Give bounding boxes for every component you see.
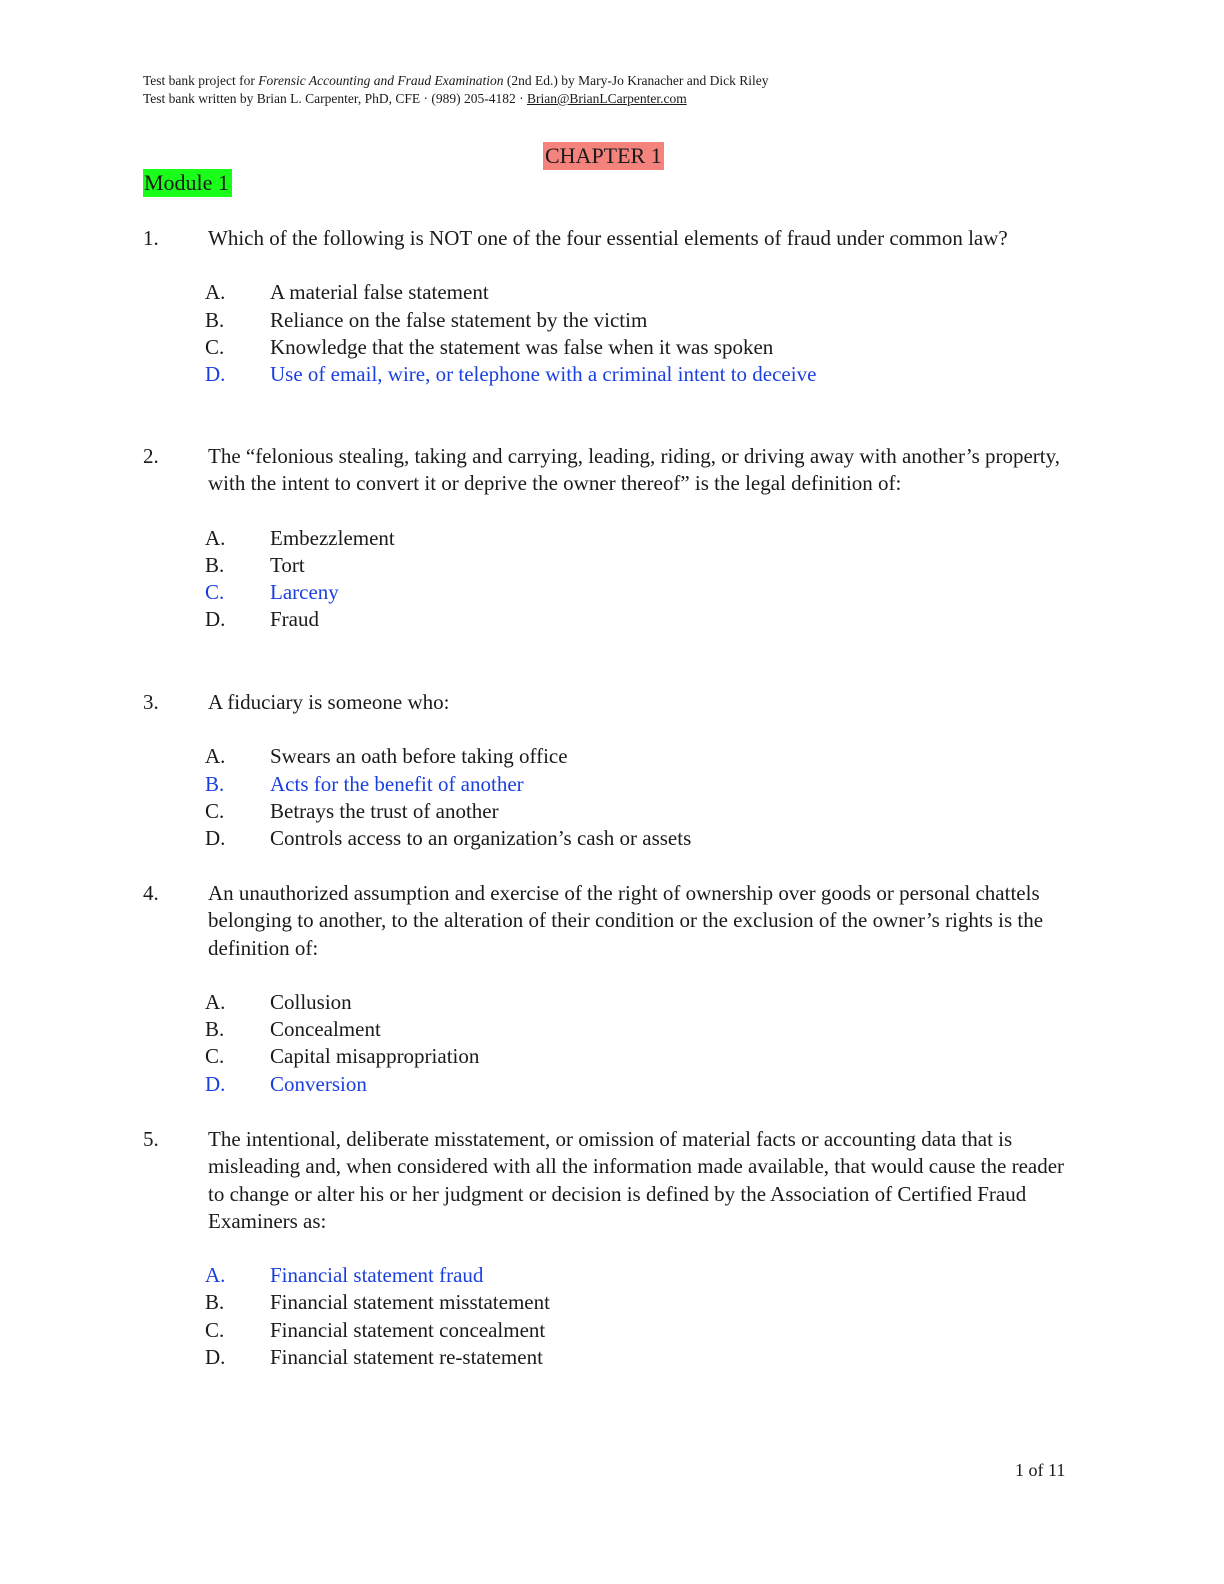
- option-a: A. Embezzlement: [205, 525, 395, 550]
- question-1: [143, 225, 1083, 388]
- option-d: D. Fraud: [205, 607, 319, 632]
- question-number: 5.: [143, 1127, 159, 1151]
- option-b: B. Financial statement misstatement: [205, 1290, 550, 1315]
- chapter-heading: CHAPTER 1: [545, 143, 662, 168]
- module-heading: Module 1: [143, 169, 232, 197]
- question-number: 1.: [143, 226, 159, 250]
- option-d: D. Financial statement re-statement: [205, 1345, 543, 1370]
- option-b: B. Concealment: [205, 1017, 381, 1042]
- question-2: [143, 443, 1083, 634]
- answer-options: [143, 279, 1083, 388]
- option-c-correct: C. Larceny: [205, 580, 339, 605]
- answer-options: [143, 989, 1083, 1098]
- question-5: [143, 1126, 1083, 1371]
- option-c: C. Financial statement concealment: [205, 1317, 546, 1342]
- question-stem: The intentional, deliberate misstatement, or omission of material facts or accounting data that is misleading and, when considered with all the information made available, that would cause the reader to change or alter his or her judgment or decision is defined by the Association of Certified Fraud Examiners as:: [208, 1127, 1065, 1233]
- option-b-correct: B. Acts for the benefit of another: [205, 771, 524, 796]
- question-stem: Which of the following is NOT one of the four essential elements of fraud under common law?: [208, 226, 1008, 250]
- page-header: [143, 72, 769, 108]
- header-project-line: Test bank project for Forensic Accounting and Fraud Examination (2nd Ed.) by Mary-Jo Kranacher and Dick Riley: [143, 73, 769, 88]
- option-b: B. Tort: [205, 552, 305, 577]
- author-email-link[interactable]: Brian@BrianLCarpenter.com: [526, 91, 687, 106]
- option-c: C. Knowledge that the statement was false when it was spoken: [205, 334, 774, 359]
- option-c: C. Betrays the trust of another: [205, 798, 499, 823]
- answer-options: [143, 743, 1083, 852]
- option-a: A. Swears an oath before taking office: [205, 744, 568, 769]
- book-title: Forensic Accounting and Fraud Examination: [258, 73, 504, 88]
- option-d-correct: D. Use of email, wire, or telephone with a criminal intent to deceive: [205, 362, 817, 387]
- option-c: C. Capital misappropriation: [205, 1044, 480, 1069]
- question-4: [143, 880, 1083, 1098]
- question-3: [143, 689, 1083, 852]
- question-number: 3.: [143, 690, 159, 714]
- answer-options: [143, 525, 1083, 634]
- question-stem: The “felonious stealing, taking and carrying, leading, riding, or driving away with another’s property, with the intent to convert it or deprive the owner thereof” is the legal definition of:: [208, 444, 1061, 496]
- question-number: 4.: [143, 881, 159, 905]
- header-author-line: Test bank written by Brian L. Carpenter, PhD, CFE · (989) 205-4182 · Brian@BrianLCarpenter.com: [143, 91, 687, 106]
- option-b: B. Reliance on the false statement by the victim: [205, 307, 648, 332]
- question-stem: A fiduciary is someone who:: [208, 690, 450, 714]
- option-a: A. Collusion: [205, 989, 352, 1014]
- option-a-correct: A. Financial statement fraud: [205, 1263, 484, 1288]
- page-number: 1 of 11: [1015, 1460, 1066, 1480]
- answer-options: [143, 1262, 1083, 1371]
- option-d-correct: D. Conversion: [205, 1071, 367, 1096]
- question-number: 2.: [143, 444, 159, 468]
- option-a: A. A material false statement: [205, 280, 489, 305]
- option-d: D. Controls access to an organization’s cash or assets: [205, 826, 692, 851]
- question-stem: An unauthorized assumption and exercise of the right of ownership over goods or personal chattels belonging to another, to the alteration of their condition or the exclusion of the owner’s rights is the definition of:: [208, 881, 1044, 960]
